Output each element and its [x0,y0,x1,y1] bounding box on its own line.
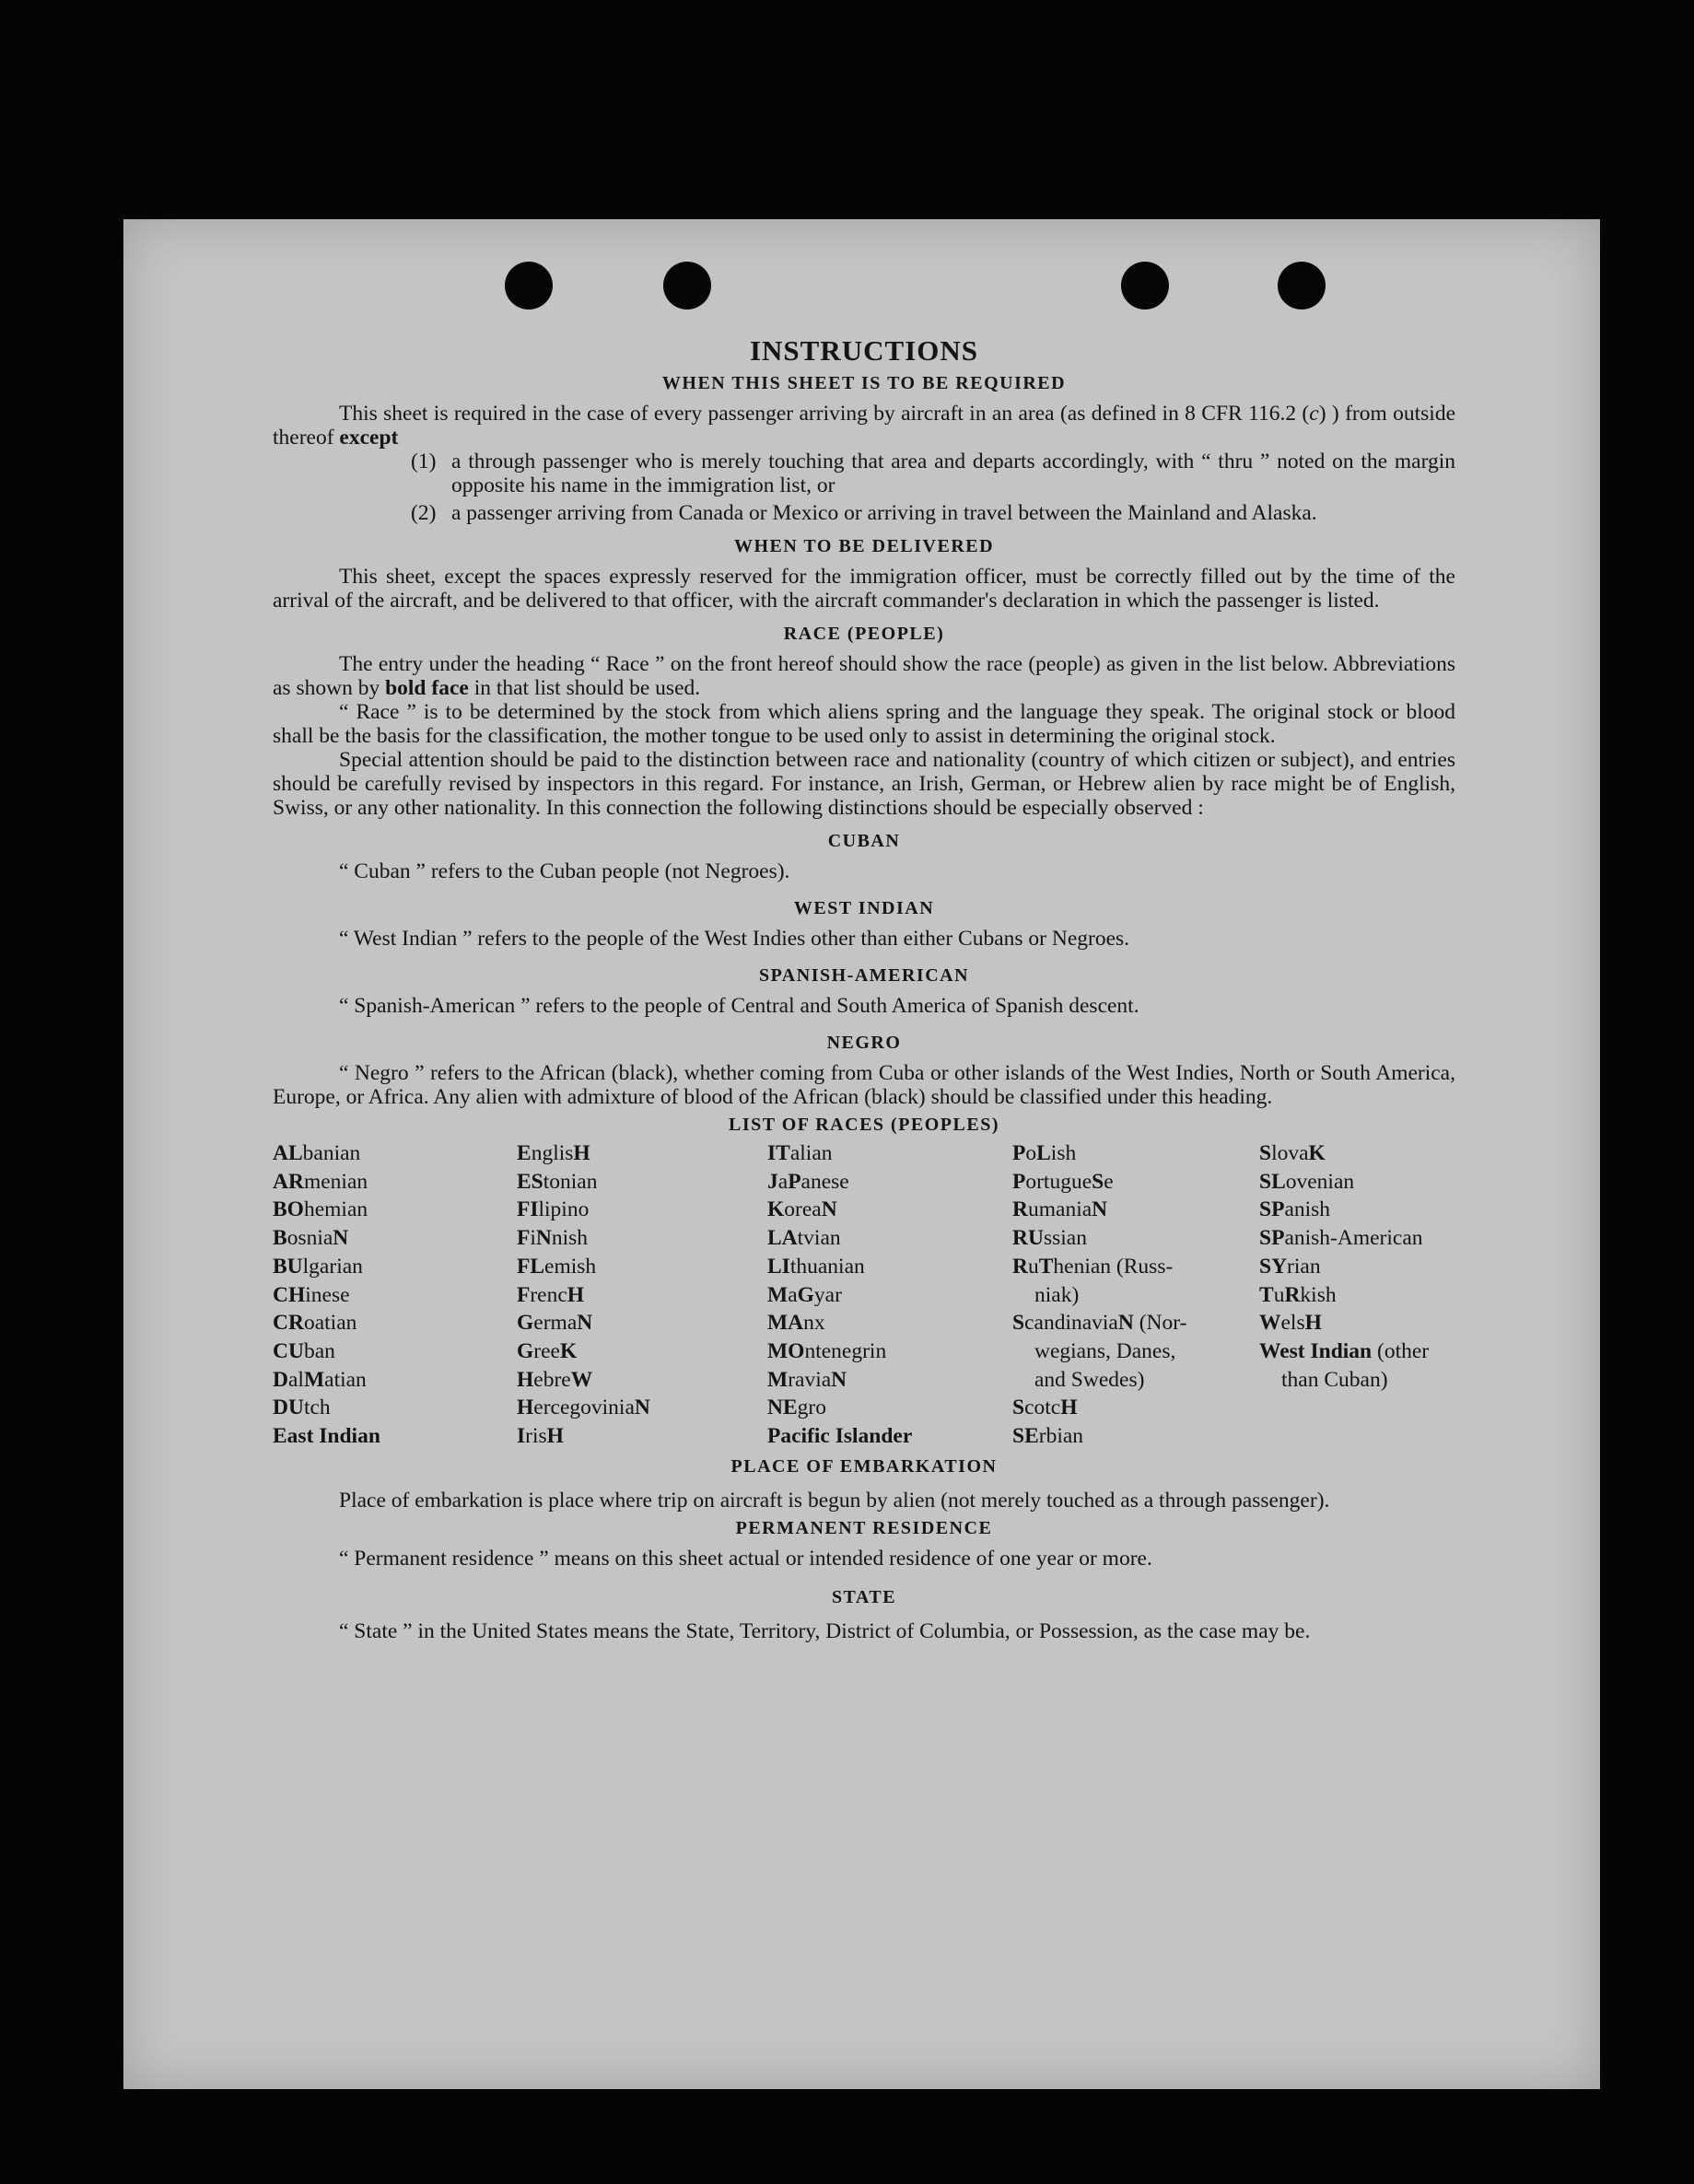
race-entry: ScandinaviaN (Nor- [1012,1311,1187,1336]
race-entry: WelsH [1259,1311,1322,1336]
race-entry: TuRkish [1259,1282,1337,1307]
race-entry: wegians, Danes, [1034,1338,1176,1363]
races-column [517,1139,767,1451]
race-entry: SPanish [1259,1197,1331,1222]
heading-negro: NEGRO [826,1033,902,1053]
punch-hole [505,262,553,309]
race-entry: EStonian [517,1169,598,1194]
race-paragraph-2: “ Race ” is to be determined by the stock from which aliens spring and the language they speak. The original stock or blood shall be the basis for the classification, the mother tongue to be used only to assist in determining the original stock. [273,700,1455,748]
races-column [1012,1139,1259,1451]
heading-list-of-races: LIST OF RACES (PEOPLES) [728,1115,999,1135]
race-entry: SPanish-American [1259,1226,1423,1251]
race-entry: Pacific Islander [767,1424,913,1449]
page-title: INSTRUCTIONS [749,334,978,367]
races-column [767,1139,1012,1451]
exception-item-1: (1) a through passenger who is merely touching that area and departs accordingly, with “ thru ” noted on the margin opposite his name in the immigration list, or [411,450,1455,497]
when-required-intro: This sheet is required in the case of every passenger arriving by aircraft in an area (as defined in 8 CFR 116.2 (c) ) from outside thereof except [273,402,1456,450]
race-entry: MraviaN [767,1367,847,1392]
race-entry: FIlipino [517,1197,590,1222]
race-entry: East Indian [273,1424,380,1449]
race-entry: SLovenian [1259,1169,1355,1194]
race-entry: FrencH [517,1282,585,1307]
spanish-american-text: “ Spanish-American ” refers to the people of Central and South America of Spanish descent. [339,994,1139,1018]
race-entry: RuThenian (Russ- [1012,1254,1174,1279]
heading-permanent-residence: PERMANENT RESIDENCE [735,1517,993,1538]
race-paragraph-3: Special attention should be paid to the distinction between race and nationality (country of which citizen or subject), and entries should be carefully revised by inspectors in this regard. For instance, an Irish, German, or Hebrew alien by race might be of English, Swiss, or any other nationality. In this connection the following distinctions should be especially observed : [273,748,1455,820]
race-entry: PoLish [1012,1141,1077,1165]
heading-spanish-american: SPANISH-AMERICAN [758,965,970,986]
race-entry: MAnx [767,1311,825,1336]
race-entry: SYrian [1259,1254,1321,1279]
race-entry: EnglisH [517,1141,590,1165]
race-entry: FLemish [517,1254,597,1279]
race-entry: HebreW [517,1367,593,1392]
race-entry: ITalian [767,1141,833,1165]
race-entry: DUtch [273,1396,331,1420]
embarkation-text: Place of embarkation is place where trip on aircraft is begun by alien (not merely touched as a through passenger). [339,1488,1330,1512]
when-delivered-text: This sheet, except the spaces expressly reserved for the immigration officer, must be correctly filled out by the time of the arrival of the aircraft, and be delivered to that officer, with the aircraft commander's declaration in which the passenger is listed. [273,565,1455,613]
race-entry: BUlgarian [273,1254,363,1279]
races-list [273,1139,1455,1451]
race-entry: LAtvian [767,1226,841,1251]
race-entry: GreeK [517,1338,578,1363]
race-entry: CUban [273,1338,335,1363]
cuban-text: “ Cuban ” refers to the Cuban people (not Negroes). [339,859,790,883]
race-paragraph-1: The entry under the heading “ Race ” on the front hereof should show the race (people) as given in the list below. Abbreviations as shown by bold face in that list should be used. [273,652,1455,700]
race-entry: NEgro [767,1396,826,1420]
heading-cuban: CUBAN [827,831,901,851]
punch-hole [663,262,711,309]
heading-west-indian: WEST INDIAN [793,898,935,918]
state-text: “ State ” in the United States means the State, Territory, District of Columbia, or Possession, as the case may be. [339,1618,1311,1643]
negro-text: “ Negro ” refers to the African (black), whether coming from Cuba or other islands of the West Indies, North or South America, Europe, or Africa. Any alien with admixture of blood of the African (black) should be classified under this heading. [273,1061,1455,1109]
race-entry: CRoatian [273,1311,357,1336]
race-entry: IrisH [517,1424,564,1449]
race-entry: JaPanese [767,1169,849,1194]
race-entry: ALbanian [273,1141,361,1165]
races-column [1259,1139,1455,1451]
punch-hole [1121,262,1169,309]
heading-when-required: WHEN THIS SHEET IS TO BE REQUIRED [661,373,1067,393]
west-indian-text: “ West Indian ” refers to the people of the West Indies other than either Cubans or Negroes. [339,927,1130,951]
race-entry: ARmenian [273,1169,368,1194]
race-entry: FiNnish [517,1226,589,1251]
race-entry: LIthuanian [767,1254,865,1279]
race-entry: MOntenegrin [767,1338,887,1363]
race-entry: than Cuban) [1281,1367,1388,1392]
heading-race: RACE (PEOPLE) [783,624,945,644]
race-entry: BosniaN [273,1226,349,1251]
race-entry: RUssian [1012,1226,1087,1251]
heading-place-of-embarkation: PLACE OF EMBARKATION [730,1455,998,1477]
race-entry: ScotcH [1012,1396,1078,1420]
race-entry: MaGyar [767,1282,842,1307]
race-entry: and Swedes) [1034,1367,1145,1392]
race-entry: CHinese [273,1282,350,1307]
punch-hole [1278,262,1326,309]
instructions-content [273,334,1455,1647]
races-column [273,1139,517,1451]
heading-when-delivered: WHEN TO BE DELIVERED [733,536,995,556]
heading-state: STATE [831,1586,897,1607]
race-entry: KoreaN [767,1197,837,1222]
exception-item-2: (2) a passenger arriving from Canada or Mexico or arriving in travel between the Mainland and Alaska. [411,501,1317,525]
race-entry: HercegoviniaN [517,1396,650,1420]
race-entry: West Indian (other [1259,1338,1430,1363]
race-entry: niak) [1034,1282,1080,1307]
residence-text: “ Permanent residence ” means on this sheet actual or intended residence of one year or more. [339,1546,1152,1571]
race-entry: SlovaK [1259,1141,1326,1165]
race-entry: PortugueSe [1012,1169,1114,1194]
document-sheet [123,219,1600,2089]
race-entry: RumaniaN [1012,1197,1108,1222]
race-entry: DalMatian [273,1367,367,1392]
race-entry: GermaN [517,1311,593,1336]
race-entry: SErbian [1012,1424,1084,1449]
race-entry: BOhemian [273,1197,368,1222]
